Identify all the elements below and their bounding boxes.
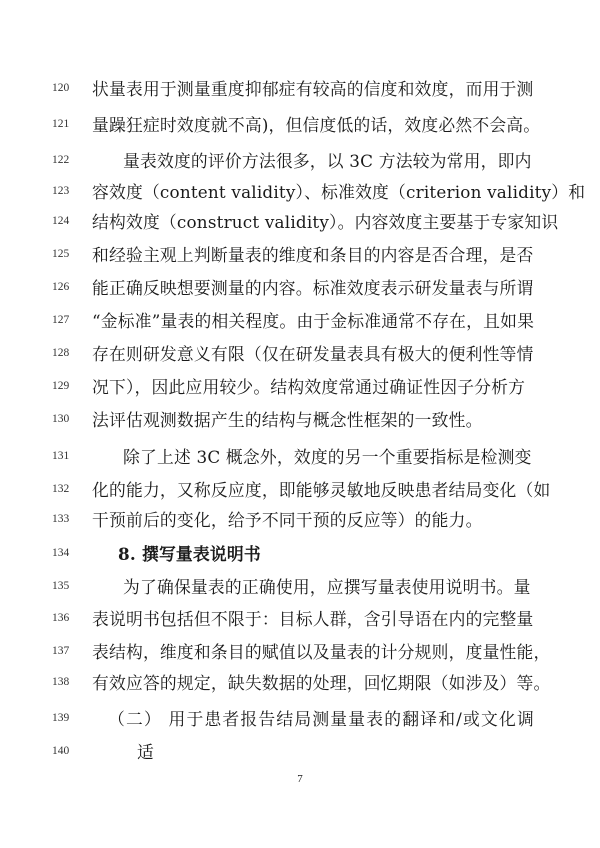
line-number: 123 (52, 185, 70, 197)
line-number: 131 (52, 450, 70, 462)
line-text: 量躁狂症时效度就不高)，但信度低的话，效度必然不会高。 (92, 115, 541, 135)
line-number: 124 (52, 215, 70, 227)
line-number: 127 (52, 314, 70, 326)
text-line (0, 604, 600, 634)
text-line (0, 146, 600, 176)
line-text: 有效应答的规定，缺失数据的处理，回忆期限（如涉及）等。 (92, 673, 551, 693)
line-number: 132 (52, 483, 70, 495)
line-number: 139 (52, 712, 70, 724)
text-line (0, 240, 600, 270)
line-text: 法评估观测数据产生的结构与概念性框架的一致性。 (92, 410, 483, 430)
text-line (0, 405, 600, 435)
line-number: 133 (52, 513, 70, 525)
line-text: 结构效度（construct validity）。内容效度主要基于专家知识 (92, 212, 559, 232)
line-text: 干预前后的变化，给予不同干预的反应等）的能力。 (92, 510, 483, 530)
line-number: 134 (52, 547, 70, 559)
text-line (0, 372, 600, 402)
text-line (0, 475, 600, 505)
subsection-heading: （二） 用于患者报告结局测量量表的翻译和/或文化调 (108, 709, 535, 729)
line-text: 状量表用于测量重度抑郁症有较高的信度和效度，而用于测 (92, 79, 534, 99)
text-line (0, 505, 600, 535)
line-number: 138 (52, 676, 70, 688)
text-line (0, 177, 600, 207)
text-line (0, 668, 600, 698)
line-text: 和经验主观上判断量表的维度和条目的内容是否合理，是否 (92, 245, 534, 265)
line-text: 能正确反映想要测量的内容。标准效度表示研发量表与所谓 (92, 278, 534, 298)
text-line (0, 339, 600, 369)
line-number: 122 (52, 154, 70, 166)
line-text: 存在则研发意义有限（仅在研发量表具有极大的便利性等情 (92, 344, 534, 364)
line-text: 况下），因此应用较少。结构效度常通过确证性因子分析方 (92, 377, 526, 397)
line-number: 125 (52, 248, 70, 260)
line-number: 126 (52, 281, 70, 293)
line-number: 130 (52, 413, 70, 425)
page-number: 7 (297, 773, 303, 785)
text-line (0, 74, 600, 104)
text-line (0, 273, 600, 303)
line-number: 137 (52, 645, 70, 657)
line-text: 为了确保量表的正确使用，应撰写量表使用说明书。量 (123, 577, 531, 597)
line-text: 除了上述 3C 概念外，效度的另一个重要指标是检测变 (123, 447, 532, 467)
text-line (0, 637, 600, 667)
line-text: 表结构，维度和条目的赋值以及量表的计分规则，度量性能， (92, 642, 551, 662)
line-number: 121 (52, 118, 70, 130)
text-line (0, 442, 600, 472)
line-text: “金标准”量表的相关程度。由于金标准通常不存在，且如果 (92, 311, 535, 331)
subsection-heading-continuation (0, 737, 600, 767)
text-line (0, 110, 600, 140)
text-line (0, 306, 600, 336)
line-text: 表说明书包括但不限于：目标人群，含引导语在内的完整量 (92, 609, 534, 629)
line-text: 量表效度的评价方法很多，以 3C 方法较为常用，即内 (123, 151, 532, 171)
line-number: 128 (52, 347, 70, 359)
line-number: 120 (52, 82, 70, 94)
line-number: 140 (52, 745, 70, 757)
text-line (0, 207, 600, 237)
line-number: 136 (52, 612, 70, 624)
section-heading-line (0, 539, 600, 569)
line-text: 化的能力，又称反应度，即能够灵敏地反映患者结局变化（如 (92, 480, 551, 500)
line-number: 135 (52, 580, 70, 592)
section-heading: 8. 撰写量表说明书 (118, 544, 261, 564)
subsection-heading: 适 (137, 742, 154, 762)
subsection-heading-line (0, 704, 600, 734)
text-line (0, 572, 600, 602)
line-text: 容效度（content validity）、标准效度（criterion validity）和 (92, 182, 586, 202)
line-number: 129 (52, 380, 70, 392)
